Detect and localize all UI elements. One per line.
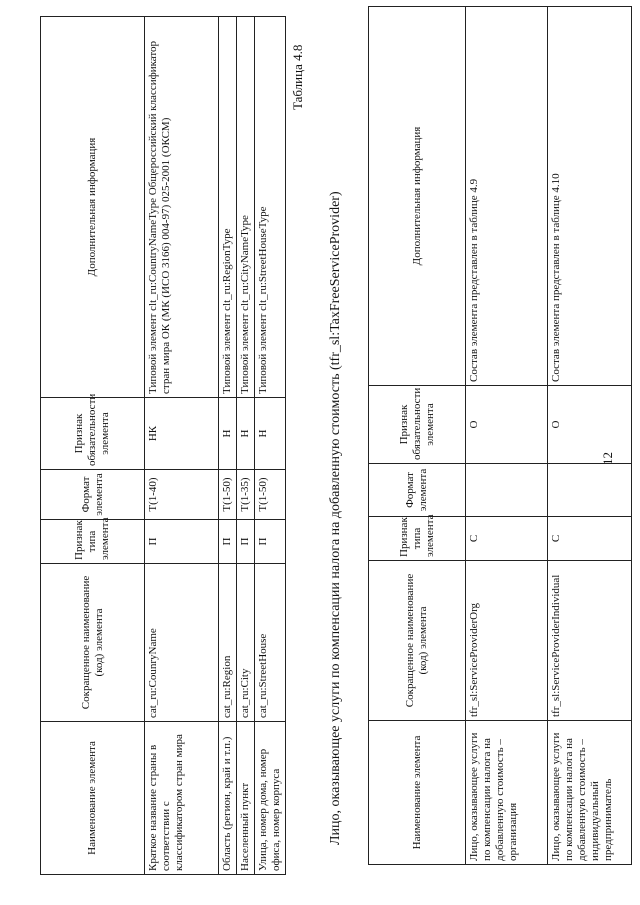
col-header: Формат элемента [41,470,145,520]
cell-code: cat_ru:Region [219,564,237,722]
cell-type: П [145,520,219,564]
table-header-row [369,7,466,865]
cell-format: T(1-40) [145,470,219,520]
table-row [237,17,255,875]
cell-required: Н [237,398,255,470]
table-row [466,7,548,865]
cell-type: П [237,520,255,564]
cell-format [466,464,548,517]
cell-info: Типовой элемент clt_ru:StreetHouseType [255,17,286,398]
cell-name: Улица, номер дома, номер офиса, номер корпуса [255,722,286,875]
cell-required: Н [219,398,237,470]
col-header: Сокращенное наименование (код) элемента [369,561,466,721]
cell-name: Лицо, оказывающее услуги по компенсации налога на добавленную стоимость – индивидуальный предприниматель [548,721,632,865]
cell-name: Населенный пункт [237,722,255,875]
col-header: Дополнительная информация [369,7,466,386]
cell-format: T(1-50) [255,470,286,520]
cell-type: П [219,520,237,564]
cell-name: Область (регион, край и т.п.) [219,722,237,875]
col-header: Сокращенное наименование (код) элемента [41,564,145,722]
cell-code: cat_ru:City [237,564,255,722]
col-header: Наименование элемента [41,722,145,875]
cell-required: НК [145,398,219,470]
table-number: Таблица 4.8 [290,44,305,110]
cell-required: О [548,386,632,464]
table-header-row [41,17,145,875]
cell-format [548,464,632,517]
cell-format: T(1-35) [237,470,255,520]
cell-format: T(1-50) [219,470,237,520]
cell-info: Типовой элемент clt_ru:RegionType [219,17,237,398]
table-caption: Лицо, оказывающее услуги по компенсации налога на добавленную стоимость (tfr_sl:TaxFreeServiceProvider) [328,191,343,845]
page-number: 12 [600,452,615,465]
col-header: Признак типа элемента [41,520,145,564]
col-header: Признак типа элемента [369,517,466,561]
cell-info: Состав элемента представлен в таблице 4.10 [548,7,632,386]
col-header: Признак обязательности элемента [369,386,466,464]
col-header: Формат элемента [369,464,466,517]
cell-code: cat_ru:StreetHouse [255,564,286,722]
col-header: Дополнительная информация [41,17,145,398]
cell-code: tfr_sl:ServiceProviderIndividual [548,561,632,721]
table-address [40,16,286,875]
cell-info: Типовой элемент clt_ru:CountryNameType Общероссийский классификатор стран мира ОК (МК (ИСО 3166) 004-97) 025-2001 (ОКСМ) [145,17,219,398]
cell-code: tfr_sl:ServiceProviderOrg [466,561,548,721]
cell-name: Лицо, оказывающее услуги по компенсации налога на добавленную стоимость – организация [466,721,548,865]
cell-info: Типовой элемент clt_ru:CityNameType [237,17,255,398]
cell-name: Краткое название страны в соответствии с классификатором стран мира [145,722,219,875]
cell-required: Н [255,398,286,470]
col-header: Наименование элемента [369,721,466,865]
cell-code: cat_ru:CounryName [145,564,219,722]
cell-type: П [255,520,286,564]
table-row [219,17,237,875]
cell-type: С [466,517,548,561]
table-tax-free-service-provider [368,6,632,865]
table-row [255,17,286,875]
table-row [145,17,219,875]
cell-info: Состав элемента представлен в таблице 4.9 [466,7,548,386]
table-row [548,7,632,865]
col-header: Признак обязательности элемента [41,398,145,470]
cell-required: О [466,386,548,464]
cell-type: С [548,517,632,561]
